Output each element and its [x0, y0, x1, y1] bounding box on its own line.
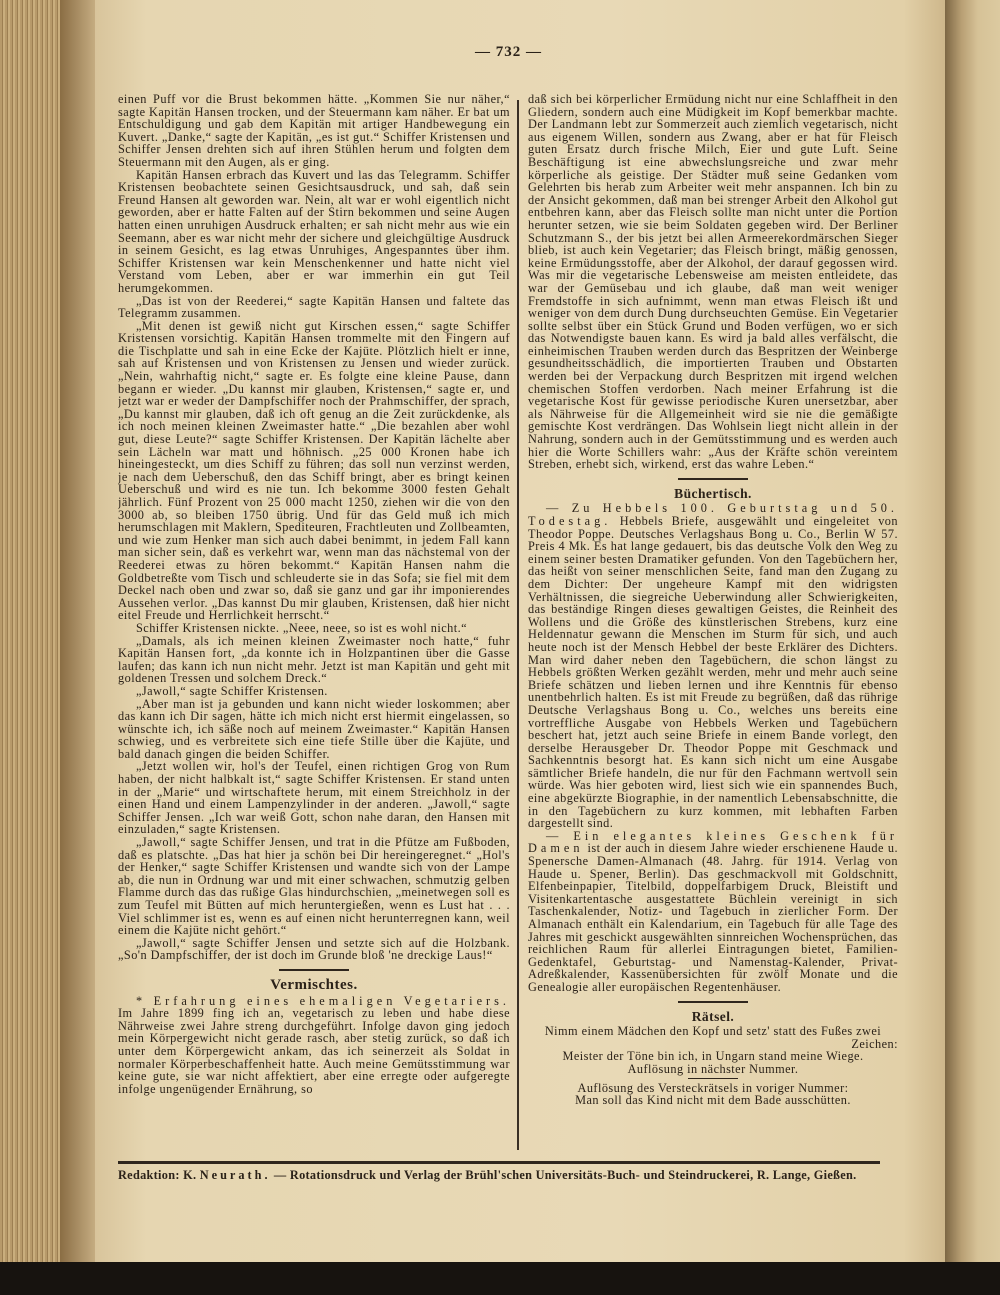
- story-paragraph: Kapitän Hansen erbrach das Kuvert und las das Telegramm. Schiffer Kristensen beobachtete seinen Gesichtsausdruck, und sah, daß sein Freund Hansen alt geworden war. Nein, alt war er wohl eigentlich nicht geworden, aber er hatte Falten auf der Stirn bekommen und seine Augen hatten einen unruhigen Ausdruck erhalten; er sah nicht mehr aus wie ein Seemann, aber es war nicht mehr der sichere und gleichgültige Ausdruck in seinem Gesicht, es lag etwas Unruhiges, Angespanntes über ihm. Schiffer Kristensen war kein Menschenkenner und hatte nicht viel Verstand vom Leben, aber er war immerhin ein gut Teil herumgekommen.: [118, 167, 510, 295]
- story-paragraph: einen Puff vor die Brust bekommen hätte. „Kommen Sie nur näher,“ sagte Kapitän Hansen trocken, und der Steuermann kam näher. Er bat um Entschuldigung und gab dem Kapitän mit artiger Handbewegung ein Kuvert. „Danke,“ sagte der Kapitän, „es ist gut.“ Schiffer Kristensen und Schiffer Jensen drehten sich auf ihren Stühlen herum und folgten dem Steuermann mit den Augen, als er ging.: [118, 93, 510, 169]
- previous-solution: Man soll das Kind nicht mit dem Bade ausschütten.: [575, 1093, 851, 1108]
- review-text: ist der auch in diesem Jahre wieder erschienene Haude u. Spenersche Damen-Almanach (48. Jahrg. für 1914. Verlag von Haude u. Spener, Berlin). Das geschmackvoll mit Goldschnitt, Elfenbeinpapier, Titelbild, doppelfarbigem Druck, Bleistift und Visitenkartentasche ausgestattete Büchlein vereinigt in sich Taschenkalender, Notiz- und Tagebuch in zierlicher Form. Der Almanach enthält ein Kalendarium, ein Tagebuch für alle Tage des Jahres mit geschickt ausgewählten sinnreichen Wochensprüchen, das reichlichen Raum für allerlei Eintragungen bietet, Familien-Gedenktafel, Geburtstag- und Namenstag-Kalender, Privat-Adreßkalender, Kassenübersichten für zwölf Monate und die Genealogie aller europäischen Regentenhäuser.: [528, 841, 898, 994]
- riddle-heading: Rätsel.: [691, 1008, 735, 1024]
- section-divider: [279, 969, 349, 971]
- footer-prefix: Redaktion: K.: [118, 1168, 197, 1182]
- story-paragraph: „Jawoll,“ sagte Schiffer Kristensen.: [136, 683, 328, 698]
- footer-publisher: — Rotationsdruck und Verlag der Brühl'schen Universitäts-Buch- und Steindruckerei, R. Lange, Gießen.: [273, 1168, 857, 1182]
- section-heading-buechertisch: Büchertisch.: [674, 485, 752, 501]
- riddle-line: Zeichen:: [851, 1036, 898, 1051]
- right-column: [528, 93, 898, 1155]
- story-paragraph: „Jawoll,“ sagte Schiffer Jensen und setzte sich auf die Holzbank. „So'n Dampfschiffer, der ist doch im Grunde bloß 'ne dreckige Laus!“: [118, 935, 510, 963]
- article-lead: * Erfahrung eines ehemaligen Vegetariers.: [136, 993, 510, 1008]
- footer-rule: [118, 1161, 880, 1164]
- riddle-line: Nimm einem Mädchen den Kopf und setz' statt des Fußes zwei: [544, 1024, 882, 1039]
- left-column: [118, 93, 510, 1155]
- review-lead: — Ein elegantes kleines Geschenk für Damen: [528, 828, 898, 856]
- column-rule: [517, 100, 519, 1150]
- section-heading-vermischtes: Vermischtes.: [270, 976, 358, 993]
- story-paragraph: Schiffer Kristensen nickte. „Neee, neee, so ist es wohl nicht.“: [136, 620, 468, 635]
- section-divider: [678, 1001, 748, 1003]
- article-continuation: daß sich bei körperlicher Ermüdung nicht nur eine Schlaffheit in den Gliedern, sondern auch eine Müdigkeit im Kopf bemerkbar machte. Der Landmann lebt zur Sommerzeit auch ziemlich vegetarisch, nicht aus eigenem Willen, sondern aus Zwang, aber er hat für Fleisch guten Ersatz durch frische Milch, Eier und gute Luft. Seine Beschäftigung ist eine abwechslungsreiche und zwar mehr körperliche als geistige. Der Städter muß seine Gedanken vom Gelehrten bis herab zum Arbeiter weit mehr anspannen. Ich bin zu der Ansicht gekommen, daß man bei strenger Arbeit den Alkohol gut entbehren kann, aber das Fleisch sollte man nicht unter die Portion herunter setzen, wie sie beim Soldaten gegeben wird. Der Berliner Schutzmann S., der bis jetzt bei allen Armeerekordmärschen Sieger blieb, ist auch kein Vegetarier; das Fleisch bringt, mäßig genossen, keine Ermüdungsstoffe, aber der Alkohol, der darauf gegossen wird. Was mir die vegetarische Lebensweise am meisten entleidete, das war der Gemüsebau und ich glaube, daß man weit weniger Fremdstoffe in sich aufnimmt, wenn man etwas Fleisch ißt und weniger von dem durch Dung durchseuchten Gemüse. Ein Vegetarier sollte selbst über ein Stück Grund und Boden verfügen, wo er sich das Notwendigste bauen kann. Es wird ja bald alles verfälscht, die einheimischen Trauben werden durch das Bespritzen der Weinberge gesundheitsschädlich, die importierten Trauben und Obstarten werden bei der Verpackung durch Bespritzen mit irgend welchen chemischen Stoffen verdorben. Nach meiner Erfahrung ist die vegetarische Kost für gewisse periodische Kuren unersetzbar, aber als Nährweise für die Allgemeinheit wird sie nie die gemäßigte gemischte Kost verdrängen. Das Wohlsein liegt nicht allein in der Nahrung, sondern auch in der Gemütsstimmung und es werden auch hier die Worte Schillers wahr: „Aus der Kräfte schön vereintem Streben, erhebt sich, wirkend, erst das wahre Leben.“: [528, 93, 898, 472]
- story-paragraph: „Jetzt wollen wir, hol's der Teufel, einen richtigen Grog von Rum haben, der nicht halbkalt ist,“ sagte Schiffer Kristensen. Er stand unten in der „Marie“ und wirtschaftete herum, mit einem Streichholz in der einen Hand und einem Lampenzylinder in der anderen. „Jawoll,“ sagte Schiffer Jensen. „Ich war weiß Gott, schon nahe daran, den Hansen mit einzuladen,“ sagte Kristensen.: [118, 759, 510, 837]
- story-paragraph: „Das ist von der Reederei,“ sagte Kapitän Hansen und faltete das Telegramm zusammen.: [118, 293, 510, 321]
- review-text: Hebbels Briefe, ausgewählt und eingeleitet von Theodor Poppe. Deutsches Verlagshaus Bong u. Co., Berlin W 57. Preis 4 Mk. Es hat lange gedauert, bis das deutsche Volk den Weg zu einem seiner besten Dramatiker gefunden. Von den Tagebüchern her, das heißt von seiner menschlichen Seite, fand man den Zugang zu dem Dichter: Der ungeheure Kampf mit den widrigsten Verhältnissen, die siegreiche Ueberwindung aller Schwierigkeiten, das beständige Ringen dieses gewaltigen Geistes, die Reinheit des Wollens und die Größe des künstlerischen Strebens, kurz eine Heldennatur gewann die Menschen im Sturm für sich, und auch heute noch ist der Mensch Hebbel der beste Erklärer des Dichters. Man wird daher neben den Tagebüchern, die schon längst zu Hebbels größten Werken gezählt werden, mehr und mehr auch seine Briefe schätzen und lieben lernen und ihre Kenntnis für ebenso unentbehrlich halten. Es ist mit Freude zu begrüßen, daß das rührige Deutsche Verlagshaus Bong u. Co., welches uns bereits eine vortreffliche Ausgabe von Hebbels Werken und Tagebüchern beschert hat, jetzt auch seine Briefe in einem Bande vorlegt, den derselbe Herausgeber Dr. Theodor Poppe mit Geschmack und Sachkenntnis besorgt hat. Es kann sich nicht um eine Ausgabe sämtlicher Briefe handeln, die nur für den Fachmann wertvoll sein würde. Was hier geboten wird, liest sich wie ein spannendes Buch, eine abgekürzte Biographie, in der namentlich Lebensabschnitte, die in den Tagebüchern zu kurz kommen, mit lebhaften Farben dargestellt sind.: [528, 514, 898, 831]
- page-number: — 732 —: [475, 44, 542, 60]
- story-paragraph: „Damals, als ich meinen kleinen Zweimaster noch hatte,“ fuhr Kapitän Hansen fort, „da konnte ich in Holzpantinen über die Gasse laufen; das kann ich nun nicht mehr. Jetzt ist man Kapitän und geht mit goldenen Tressen und solchem Dreck.“: [118, 633, 510, 686]
- riddle-divider: [688, 1078, 738, 1079]
- story-paragraph: „Mit denen ist gewiß nicht gut Kirschen essen,“ sagte Schiffer Kristensen vorsichtig. Kapitän Hansen trommelte mit den Fingern auf die Tischplatte und sah in eine Ecke der Kajüte. Plötzlich hielt er inne, sah auf Kristensen und von Kristensen zu Jensen und wieder zurück. „Nein, wahrhaftig nicht,“ sagte er. Es folgte eine kleine Pause, dann begann er wieder. „Du kannst mir glauben, Kristensen,“ sagte er, und jetzt war er weder der Dampfschiffer noch der Prahmschiffer, der sprach, „Du kannst mir glauben, daß ich oft genug an die Zeit zurückdenke, als ich noch meinen kleinen Zweimaster hatte.“ „Die bezahlen aber wohl gut, diese Leute?“ sagte Schiffer Kristensen. Der Kapitän lächelte aber sein Lächeln war matt und höhnisch. „25 000 Kronen habe ich hineingesteckt, um dies Schiff zu führen; das soll nun verzinst werden, je nach dem Ueberschuß, den das Schiff bringt, aber es bringt keinen Ueberschuß und wird es nie tun. Ich bekomme 3000 festen Gehalt jährlich. Fünf Prozent von 25 000 macht 1250, ziehen wir die von den 3000 ab, so bleiben 1750 übrig. Und für das Geld muß ich mich herumschlagen mit Maklern, Spediteuren, Frachtleuten und Zollbeamten, und wie zum Henker man sich auch dabei benimmt, in jedem Fall kann man sicher sein, daß es verkehrt war, wenn man das nächstemal von der Reederei etwas zu hören bekommt.“ Kapitän Hansen nahm die Goldbetreßte vom Tisch und schleuderte sie in das Sofa; sie fiel mit dem Deckel nach oben und zwar so, daß sie ganz und gar ihr imponierendes Aussehen verlor. „Das kannst Du mir glauben, Kristensen, daß hier nicht eitel Freude und Herrlichkeit herrscht.“: [118, 318, 510, 623]
- article-text: Im Jahre 1899 fing ich an, vegetarisch zu leben und habe diese Nährweise zwei Jahre streng durchgeführt. Infolge davon ging jedoch mein Körpergewicht nicht gerade rasch, aber stetig zurück, so daß ich unter dem Körpergewicht ankam, das ich seinerzeit als Soldat in normaler Körperbeschaffenheit hatte. Auch meine Gemütsstimmung war keine gute, sie war nicht affektiert, aber eine erregte oder aufgeregte infolge ungenügender Ernährung, so: [118, 1006, 510, 1096]
- riddle-line: Meister der Töne bin ich, in Ungarn stand meine Wiege.: [562, 1049, 864, 1064]
- section-divider: [678, 478, 748, 480]
- imprint-footer: [118, 1168, 888, 1183]
- previous-solution-label: Auflösung des Versteckrätsels in voriger Nummer:: [577, 1080, 849, 1095]
- story-paragraph: „Jawoll,“ sagte Schiffer Jensen, und trat in die Pfütze am Fußboden, daß es platschte. „Das hat hier ja schön bei Dir hereingeregnet.“ „Hol's der Henker,“ sagte Schiffer Kristensen und wandte sich von der Lampe ab, die nun in Ordnung war und mit einer schwachen, schmutzig gelben Flamme durch das das rußige Glas hindurchschien, „meinetwegen soll es zum Teufel mit Bütten auf mich heruntergießen, wenn es Lust hat . . . Viel schlimmer ist es, wenn es auf einen nicht herunterregnen kann, weil einem die Kajüte nicht gehört.“: [118, 835, 510, 938]
- page-shadow: [60, 0, 100, 1262]
- scan-background: [0, 1262, 1000, 1295]
- review-lead: — Zu Hebbels 100. Geburtstag und 50. Todestag.: [528, 501, 898, 528]
- footer-editor: Neurath.: [199, 1168, 271, 1182]
- riddle-note: Auflösung in nächster Nummer.: [627, 1061, 799, 1076]
- book-gutter: [945, 0, 1000, 1262]
- story-paragraph: „Aber man ist ja gebunden und kann nicht wieder loskommen; aber das kann ich Dir sagen, hätte ich mich nicht erst hiermit eingelassen, so wünschte ich, ich säße noch auf meinem Zweimaster.“ Kapitän Hansen schwieg, und es verbreitete sich eine tiefe Stille über die Kajüte, und bald danach gingen die beiden Schiffer.: [118, 696, 510, 761]
